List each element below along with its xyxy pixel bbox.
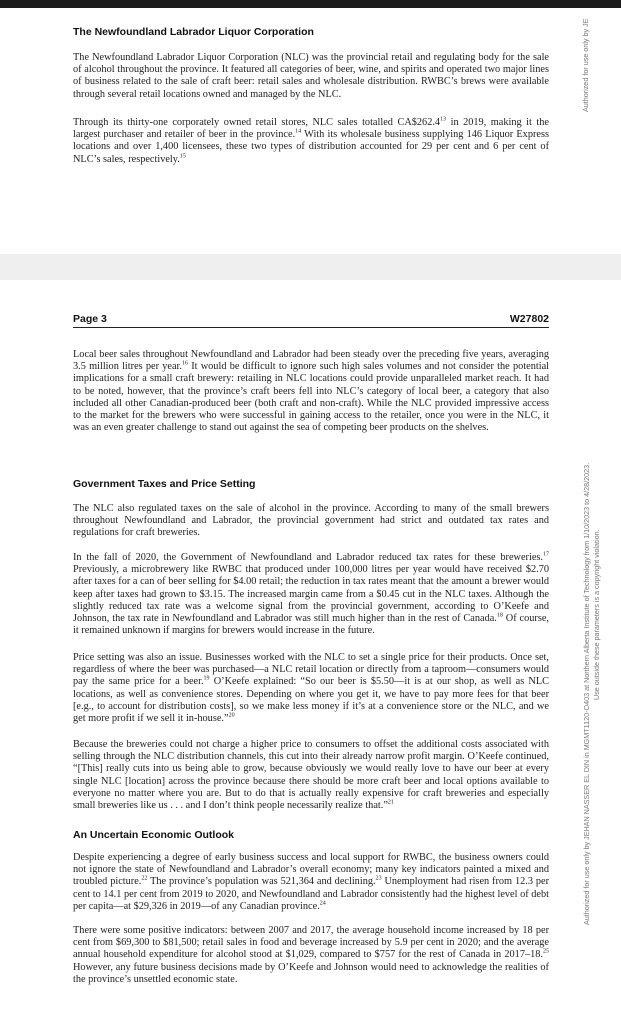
paragraph-economy-indicators: Despite experiencing a degree of early business success and local support for RWBC, the business owners could not ignore the state of Newfoundland and Labrador’s overall economy; many key indicators painted a mixed and troubled picture.$^{22}$ The province’s population was 521,364 and declining.$^{23}$ Unemployment had risen from 12.3 per cent to 14.1 per cent from 2019 to 2020, and Newfoundland and Labrador consistently had the highest level of debt per capita—at $29,326 in 2019—of any Canadian province.$^{24}$	[73, 852, 549, 912]
case-id: W27802	[509, 313, 549, 325]
watermark-copyright: Use outside these parameters is a copyright violation.	[592, 529, 601, 700]
watermark-authorization-top: Authorized for use only by JE	[581, 18, 590, 112]
section-heading-taxes: Government Taxes and Price Setting	[73, 478, 256, 490]
paragraph-local-beer: Local beer sales throughout Newfoundland and Labrador had been steady over the preceding five years, averaging 3.5 million litres per year.$^{16}$ It would be difficult to ignore such high sales volumes and not consider the potential implications for a small craft brewery: retailing in NLC locations could provide unparalleled market reach. It had to be noted, however, that the province’s craft beers fell into NLC’s category of local beer, a category that also included all other Canadian-produced beer (both craft and non-craft). While the NLC provided impressive access to the market for the brewers who were successful in gaining access to the retailer, once you were in the NLC, it was an even greater challenge to stand out against the sea of competing beer products on the shelves.	[73, 349, 549, 434]
paragraph-price-setting: Price setting was also an issue. Businesses worked with the NLC to set a single price for their products. Once set, regardless of where the beer was purchased—a NLC retail location or directly from a taproom—consumers would pay the same price for a beer.$^{19}$ O’Keefe explained: “So our beer is $5.50—it is at our shop, as well as NLC locations, as well as convenience stores. Depending on where you get it, we have to pay more fees for that beer [e.g., to account for distribution costs], so we make less money if it’s at a convenience store or the NLC, and we get more profit if we sell it in-house.”$^{20}$	[73, 652, 549, 725]
page-number: Page 3	[73, 313, 107, 325]
section-heading-economy: An Uncertain Economic Outlook	[73, 829, 235, 841]
header-rule	[73, 327, 549, 328]
paragraph-tax-regulation: The NLC also regulated taxes on the sale of alcohol in the province. According to many of the small brewers throughout Newfoundland and Labrador, the provincial government had strict and outdated tax rates and regulations for craft breweries.	[73, 503, 549, 539]
watermark-authorization: Authorized for use only by JEHAN NASSER EL DIN in MGMT1120-O403 at Northern Alberta Institute of Technology from 1/10/2023 to 4/28/2023.	[582, 462, 591, 925]
paragraph-positive-indicators: There were some positive indicators: between 2007 and 2017, the average household income increased by 18 per cent from $69,300 to $81,500; retail sales in food and beverage increased by 5.9 per cent in 2020; and the average annual household expenditure for alcohol stood at $1,029, compared to $757 for the rest of Canada in 2017–18.25 However, any future business decisions made by O’Keefe and Johnson would need to acknowledge the realities of the province’s unsettled economic state.	[73, 925, 549, 985]
paragraph-profit-margin: Because the breweries could not charge a higher price to consumers to offset the additional costs associated with selling through the NLC distribution channels, this cut into their already narrow profit margin. O’Keefe continued, “[This] really cuts into us being able to grow, because obviously we would really love to have our beer at every single NLC [location] across the province because there should be more craft beer and local options available to everyone no matter where you are. But to do that is actually really expensive for craft breweries and especially small breweries like us . . . and I don’t think people necessarily realize that.”$^{21}$	[73, 739, 549, 812]
paragraph-tax-reduction: In the fall of 2020, the Government of Newfoundland and Labrador reduced tax rates for these breweries.$^{17}$ Previously, a microbrewery like RWBC that produced under 100,000 litres per year would have received $2.70 after taxes for a can of beer selling for $4.00 retail; the reduction in tax rates meant that the amount a brewer would keep after taxes had grown to $3.15. The increased margin came from a $0.45 cut in the NLC taxes. Although the slightly reduced tax rate was a welcome signal from the provincial government, according to O’Keefe and Johnson, the tax rate in Newfoundland and Labrador was still much higher than in the rest of Canada.$^{18}$ Of course, it remained unknown if margins for brewers would increase in the future.	[73, 551, 550, 637]
section-heading-nlc: The Newfoundland Labrador Liquor Corporation	[73, 26, 314, 38]
top-bar	[0, 0, 621, 8]
page-gap	[0, 254, 621, 280]
paragraph-nlc-sales: Through its thirty-one corporately owned retail stores, NLC sales totalled CA$262.4$^{13}$ in 2019, making it the largest purchaser and retailer of beer in the province.$^{14}$ With its wholesale business supplying 146 Liquor Express locations and over 1,400 licensees, these two types of distribution accounted for 29 per cent and 6 per cent of NLC’s sales, respectively.$^{15}$	[73, 116, 549, 165]
paragraph-nlc-intro: The Newfoundland Labrador Liquor Corporation (NLC) was the provincial retail and regulating body for the sale of alcohol throughout the province. It featured all categories of beer, wine, and spirits and operated two major lines of business related to the sale of craft beer: retail sales and wholesale distribution. RWBC’s brews were available through several retail locations owned and managed by the NLC.	[73, 52, 549, 100]
